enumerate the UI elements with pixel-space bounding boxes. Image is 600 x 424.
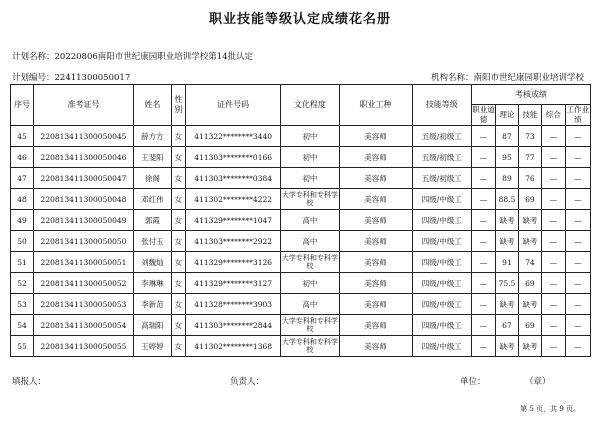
- cell-theory: 95: [495, 147, 518, 168]
- cell-id-number: 411329********3127: [186, 273, 281, 294]
- header-job: 职业工种: [339, 85, 412, 126]
- header-gender: 性别: [171, 85, 186, 126]
- cell-level: 四级/中级工: [412, 294, 471, 315]
- cell-theory: 缺考: [495, 231, 518, 252]
- cell-education: 高中: [281, 231, 339, 252]
- cell-overall: —: [541, 147, 565, 168]
- cell-overall: —: [541, 294, 565, 315]
- header-id: 证件号码: [186, 85, 281, 126]
- cell-gender: 女: [171, 336, 186, 357]
- cell-theory: 67: [495, 315, 518, 336]
- cell-job: 美容师: [339, 336, 412, 357]
- page-title: 职业技能等级认定成绩花名册: [208, 12, 391, 27]
- cell-job: 美容师: [339, 189, 412, 210]
- cell-id-number: 411303********2844: [186, 315, 281, 336]
- cell-overall: —: [541, 126, 565, 147]
- cell-performance: —: [565, 315, 590, 336]
- plan-name: [12, 50, 253, 62]
- cell-seq: 55: [11, 336, 34, 357]
- cell-theory: 87: [495, 126, 518, 147]
- score-roster-table: [10, 84, 591, 357]
- plan-number-value: 22411300050017: [54, 73, 131, 83]
- table-row: [11, 168, 591, 189]
- cell-seq: 47: [11, 168, 34, 189]
- cell-level: 五级/初级工: [412, 126, 471, 147]
- header-level: 技能等级: [412, 85, 471, 126]
- cell-id-number: 411329********3126: [186, 252, 281, 273]
- cell-education: 大学专科和专科学校: [281, 252, 339, 273]
- seal-label: （章）: [525, 377, 551, 387]
- cell-seq: 52: [11, 273, 34, 294]
- cell-overall: —: [541, 168, 565, 189]
- cell-ticket: 220813411300050052: [33, 273, 133, 294]
- cell-theory: 缺考: [495, 210, 518, 231]
- cell-performance: —: [565, 231, 590, 252]
- header-performance: 工作业绩: [566, 105, 590, 124]
- cell-name: 李新范: [134, 294, 172, 315]
- cell-job: 美容师: [339, 168, 412, 189]
- cell-theory: 缺考: [495, 294, 518, 315]
- table-row: [11, 315, 591, 336]
- header-ethics: 职业道德: [472, 105, 495, 124]
- cell-gender: 女: [171, 126, 186, 147]
- cell-level: 四级/中级工: [412, 189, 471, 210]
- cell-ticket: 220813411300050045: [33, 126, 133, 147]
- cell-skill: 73: [518, 126, 541, 147]
- cell-id-number: 411322********3440: [186, 126, 281, 147]
- header-ticket: 准考证号: [33, 85, 133, 126]
- signer-label: 填报人：: [12, 377, 47, 387]
- header-theory: 理论: [495, 105, 518, 126]
- header-scores: 考核成绩: [472, 85, 591, 105]
- cell-id-number: 411302********4222: [186, 189, 281, 210]
- cell-seq: 50: [11, 231, 34, 252]
- cell-performance: —: [565, 294, 590, 315]
- cell-id-number: 411329********1047: [186, 210, 281, 231]
- cell-ethics: —: [472, 315, 496, 336]
- cell-id-number: 411303********0166: [186, 147, 281, 168]
- cell-skill: 缺考: [518, 231, 541, 252]
- cell-ethics: —: [472, 252, 496, 273]
- cell-performance: —: [565, 336, 590, 357]
- cell-education: 大学专科和专科学校: [281, 315, 339, 336]
- header-name: 姓名: [134, 85, 172, 126]
- cell-ethics: —: [472, 168, 496, 189]
- cell-performance: —: [565, 168, 590, 189]
- cell-overall: —: [541, 273, 565, 294]
- cell-gender: 女: [171, 294, 186, 315]
- cell-education: 高中: [281, 294, 339, 315]
- cell-level: 四级/中级工: [412, 273, 471, 294]
- cell-ethics: —: [472, 294, 496, 315]
- cell-ticket: 220813411300050048: [33, 189, 133, 210]
- cell-overall: —: [541, 189, 565, 210]
- table-row: [11, 294, 591, 315]
- cell-name: 薛方方: [134, 126, 172, 147]
- cell-skill: 缺考: [518, 336, 541, 357]
- cell-education: 初中: [281, 273, 339, 294]
- cell-performance: —: [565, 147, 590, 168]
- cell-level: 五级/初级工: [412, 168, 471, 189]
- cell-skill: 缺考: [518, 210, 541, 231]
- plan-number-label: 计划编号：: [12, 73, 55, 83]
- cell-skill: 76: [518, 168, 541, 189]
- cell-id-number: 411303********2922: [186, 231, 281, 252]
- table-row: [11, 126, 591, 147]
- cell-education: 大学专科和专科学校: [281, 189, 339, 210]
- cell-overall: —: [541, 336, 565, 357]
- cell-level: 四级/中级工: [412, 210, 471, 231]
- plan-name-value: 20220806南阳市世纪康园职业培训学校第14批认定: [54, 52, 254, 62]
- cell-gender: 女: [171, 231, 186, 252]
- cell-name: 李琳琳: [134, 273, 172, 294]
- cell-skill: 77: [518, 147, 541, 168]
- cell-seq: 49: [11, 210, 34, 231]
- cell-job: 美容师: [339, 252, 412, 273]
- header-skill: 技能: [518, 105, 541, 126]
- organization: [431, 71, 584, 83]
- table-row: [11, 252, 591, 273]
- cell-education: 初中: [281, 168, 339, 189]
- cell-theory: 89: [495, 168, 518, 189]
- cell-seq: 53: [11, 294, 34, 315]
- cell-performance: —: [565, 273, 590, 294]
- header-overall: 综合: [541, 105, 565, 126]
- cell-ticket: 220813411300050054: [33, 315, 133, 336]
- cell-level: 五级/初级工: [412, 147, 471, 168]
- organization-label: 机构名称：: [430, 73, 474, 83]
- cell-gender: 女: [171, 252, 186, 273]
- cell-level: 四级/中级工: [412, 252, 471, 273]
- page-footer: 第 5 页，共 9 页。: [520, 405, 580, 413]
- cell-job: 美容师: [339, 294, 412, 315]
- cell-gender: 女: [171, 168, 186, 189]
- header-education: 文化程度: [281, 85, 339, 126]
- plan-name-label: 计划名称：: [12, 52, 55, 62]
- cell-job: 美容师: [339, 231, 412, 252]
- cell-theory: 缺考: [495, 336, 518, 357]
- cell-name: 王婷婷: [134, 336, 172, 357]
- responsible-label: 负责人：: [230, 377, 265, 387]
- cell-ticket: 220813411300050049: [33, 210, 133, 231]
- cell-ticket: 220813411300050055: [33, 336, 133, 357]
- cell-education: 大学专科和专科学校: [281, 336, 339, 357]
- cell-theory: 88.5: [495, 189, 518, 210]
- cell-education: 初中: [281, 147, 339, 168]
- cell-job: 美容师: [339, 147, 412, 168]
- cell-seq: 51: [11, 252, 34, 273]
- cell-ticket: 220813411300050053: [33, 294, 133, 315]
- cell-ticket: 220813411300050046: [33, 147, 133, 168]
- table-row: [11, 273, 591, 294]
- cell-performance: —: [565, 126, 590, 147]
- cell-job: 美容师: [339, 273, 412, 294]
- cell-id-number: 411328********3903: [186, 294, 281, 315]
- cell-level: 四级/中级工: [412, 231, 471, 252]
- cell-skill: 缺考: [518, 294, 541, 315]
- cell-ethics: —: [472, 147, 496, 168]
- cell-id-number: 411302********1368: [186, 336, 281, 357]
- table-row: [11, 210, 591, 231]
- cell-skill: 74: [518, 252, 541, 273]
- cell-ethics: —: [472, 231, 496, 252]
- cell-name: 邓红伟: [134, 189, 172, 210]
- cell-skill: 69: [518, 273, 541, 294]
- cell-overall: —: [541, 231, 565, 252]
- organization-value: 南阳市世纪康园职业培训学校: [473, 73, 584, 83]
- table-row: [11, 189, 591, 210]
- cell-seq: 54: [11, 315, 34, 336]
- cell-name: 刘魏灿: [134, 252, 172, 273]
- cell-name: 徐阁: [134, 168, 172, 189]
- cell-theory: 75.5: [495, 273, 518, 294]
- cell-seq: 46: [11, 147, 34, 168]
- cell-education: 高中: [281, 210, 339, 231]
- cell-ticket: 220813411300050051: [33, 252, 133, 273]
- cell-level: 四级/中级工: [412, 336, 471, 357]
- cell-ticket: 220813411300050050: [33, 231, 133, 252]
- table-row: [11, 231, 591, 252]
- table-row: [11, 147, 591, 168]
- cell-name: 王斐阳: [134, 147, 172, 168]
- plan-number: [12, 71, 130, 83]
- cell-name: 高瑞阳: [134, 315, 172, 336]
- cell-ethics: —: [472, 273, 496, 294]
- cell-ethics: —: [472, 336, 496, 357]
- cell-performance: —: [565, 189, 590, 210]
- cell-ticket: 220813411300050047: [33, 168, 133, 189]
- cell-theory: 91: [495, 252, 518, 273]
- table-row: [11, 336, 591, 357]
- cell-ethics: —: [472, 210, 496, 231]
- cell-skill: 69: [518, 315, 541, 336]
- cell-overall: —: [541, 210, 565, 231]
- cell-job: 美容师: [339, 315, 412, 336]
- cell-overall: —: [541, 252, 565, 273]
- cell-job: 美容师: [339, 210, 412, 231]
- cell-overall: —: [541, 315, 565, 336]
- cell-job: 美容师: [339, 126, 412, 147]
- cell-education: 初中: [281, 126, 339, 147]
- cell-level: 四级/中级工: [412, 315, 471, 336]
- cell-seq: 48: [11, 189, 34, 210]
- cell-ethics: —: [472, 126, 496, 147]
- cell-ethics: —: [472, 189, 496, 210]
- unit-label: 单位：: [460, 377, 486, 387]
- cell-gender: 女: [171, 210, 186, 231]
- cell-name: 张付玉: [134, 231, 172, 252]
- cell-name: 郭霞: [134, 210, 172, 231]
- cell-performance: —: [565, 210, 590, 231]
- cell-id-number: 411303********0384: [186, 168, 281, 189]
- cell-performance: —: [565, 252, 590, 273]
- header-seq: 序号: [11, 85, 34, 126]
- cell-gender: 女: [171, 273, 186, 294]
- cell-gender: 女: [171, 147, 186, 168]
- cell-gender: 女: [171, 189, 186, 210]
- cell-seq: 45: [11, 126, 34, 147]
- cell-gender: 女: [171, 315, 186, 336]
- cell-skill: 69: [518, 189, 541, 210]
